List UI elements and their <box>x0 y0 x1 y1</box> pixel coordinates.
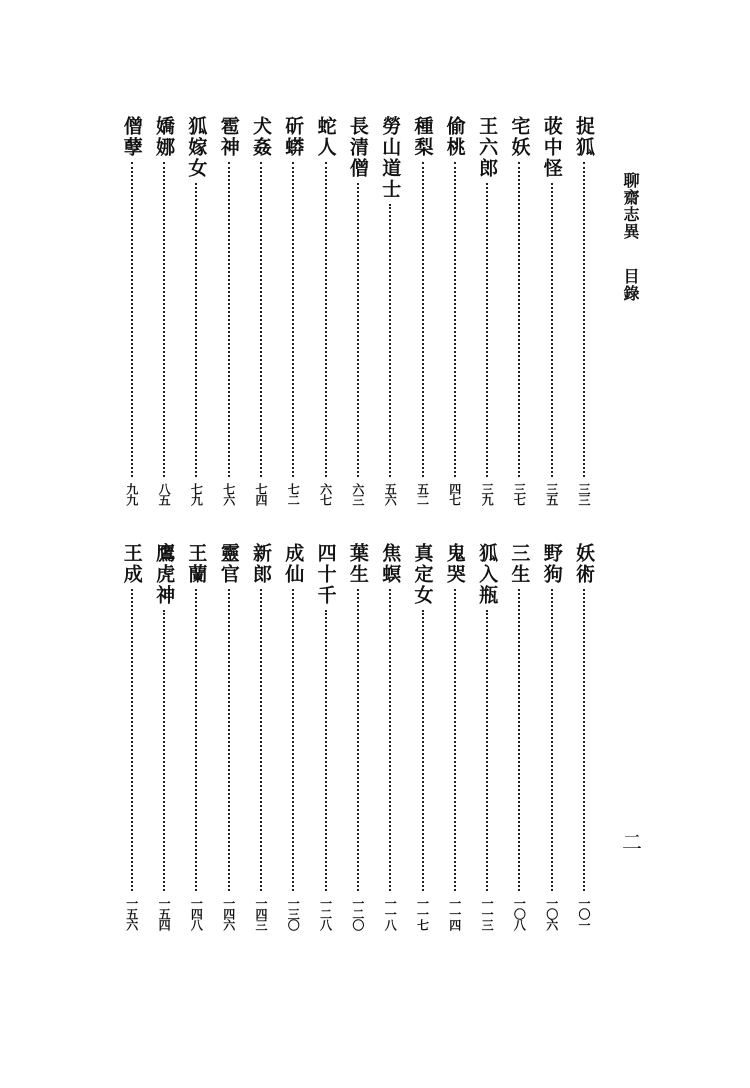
entry-page-number: 一二八 <box>318 897 333 930</box>
entry-title: 新郎 <box>250 543 272 585</box>
dot-leader <box>389 589 391 891</box>
dot-leader <box>228 589 230 891</box>
entry-page-number: 三七 <box>512 483 527 505</box>
entry-page-number: 七四 <box>254 483 268 505</box>
toc-entry <box>379 116 401 505</box>
entry-page-number: 三九 <box>480 483 495 505</box>
dot-leader <box>518 589 520 891</box>
dot-leader <box>260 589 262 891</box>
toc-entry <box>121 116 143 505</box>
dot-leader <box>357 183 359 477</box>
entry-page-number: 三三 <box>577 483 591 505</box>
dot-leader <box>422 162 424 477</box>
entry-title: 宅妖 <box>508 116 531 158</box>
entry-page-number: 七二 <box>286 483 301 505</box>
entry-title: 四十千 <box>314 543 337 606</box>
entry-page-number: 一一七 <box>415 897 430 930</box>
entry-title: 真定女 <box>411 543 434 606</box>
entry-page-number: 四七 <box>447 483 462 505</box>
dot-leader <box>325 610 327 891</box>
dot-leader <box>422 610 424 891</box>
toc-entry <box>379 543 401 930</box>
dot-leader <box>292 589 294 891</box>
toc-entry <box>347 543 369 930</box>
dot-leader <box>163 162 165 477</box>
entry-title: 勞山道士 <box>379 116 402 200</box>
toc-entry <box>153 116 175 505</box>
dot-leader <box>163 610 165 891</box>
toc-entry <box>250 543 272 930</box>
entry-page-number: 一〇一 <box>577 897 591 930</box>
entry-title: 狐入瓶 <box>476 543 499 606</box>
entry-title: 王六郎 <box>476 116 499 179</box>
toc-entry <box>541 543 563 930</box>
toc-entry <box>444 543 466 930</box>
toc-entry <box>185 116 207 505</box>
entry-title: 野狗 <box>540 543 563 585</box>
entry-page-number: 一四六 <box>221 897 236 930</box>
dot-leader <box>486 610 488 891</box>
entry-title: 焦螟 <box>379 543 402 585</box>
entry-page-number: 七九 <box>189 483 204 505</box>
entry-page-number: 一一三 <box>480 897 495 930</box>
dot-leader <box>389 204 391 477</box>
entry-page-number: 七六 <box>221 483 236 505</box>
entry-title: 僧孽 <box>120 116 143 158</box>
toc-entry <box>315 543 337 930</box>
toc-entry <box>444 116 466 505</box>
dot-leader <box>325 162 327 477</box>
dot-leader <box>551 589 553 891</box>
entry-page-number: 三五 <box>544 483 559 505</box>
dot-leader <box>292 162 294 477</box>
entry-title: 長清僧 <box>346 116 369 179</box>
toc-entry <box>476 116 498 505</box>
entry-page-number: 六三 <box>350 483 365 505</box>
dot-leader <box>131 162 133 477</box>
entry-title: 斫蟒 <box>282 116 305 158</box>
toc-entry <box>476 543 498 930</box>
entry-page-number: 一五六 <box>124 897 139 930</box>
entry-page-number: 一四八 <box>189 897 204 930</box>
entry-title: 妖術 <box>573 543 595 585</box>
dot-leader <box>583 589 585 891</box>
dot-leader <box>518 162 520 477</box>
toc-entry <box>282 116 304 505</box>
toc-entry <box>121 543 143 930</box>
toc-entry <box>508 116 530 505</box>
dot-leader <box>454 162 456 477</box>
toc-entry <box>573 116 595 505</box>
section-title: 目錄 <box>621 268 640 302</box>
toc-entry <box>218 543 240 930</box>
toc-entry <box>185 543 207 930</box>
dot-leader <box>486 183 488 477</box>
entry-title: 犬姦 <box>250 116 272 158</box>
entry-page-number: 一一八 <box>383 897 398 930</box>
entry-title: 嬌娜 <box>153 116 176 158</box>
entry-title: 王蘭 <box>185 543 208 585</box>
entry-title: 鷹虎神 <box>153 543 176 606</box>
entry-page-number: 一〇八 <box>512 897 527 930</box>
toc-entry <box>412 543 434 930</box>
entry-title: 王成 <box>120 543 143 585</box>
toc-entry <box>573 543 595 930</box>
toc-entry <box>153 543 175 930</box>
entry-title: 雹神 <box>217 116 240 158</box>
dot-leader <box>583 162 585 477</box>
entry-page-number: 九九 <box>124 483 139 505</box>
page-number: 二 <box>622 830 642 854</box>
entry-page-number: 一三〇 <box>286 897 301 930</box>
entry-title: 成仙 <box>282 543 305 585</box>
entry-title: 鬼哭 <box>443 543 466 585</box>
dot-leader <box>195 589 197 891</box>
toc-entry <box>315 116 337 505</box>
toc-entry <box>347 116 369 505</box>
entry-page-number: 五二 <box>415 483 430 505</box>
entry-page-number: 一一四 <box>447 897 462 930</box>
entry-page-number: 五六 <box>383 483 398 505</box>
entry-title: 狐嫁女 <box>185 116 208 179</box>
toc-entry <box>412 116 434 505</box>
entry-title: 捉狐 <box>573 116 595 158</box>
entry-page-number: 一二〇 <box>350 897 365 930</box>
dot-leader <box>551 183 553 477</box>
entry-title: 種梨 <box>411 116 434 158</box>
dot-leader <box>357 589 359 891</box>
entry-page-number: 六七 <box>318 483 333 505</box>
dot-leader <box>260 162 262 477</box>
toc-entry <box>282 543 304 930</box>
book-title: 聊齋志異 <box>621 172 640 240</box>
entry-page-number: 八五 <box>157 483 172 505</box>
toc-entry <box>508 543 530 930</box>
entry-title: 蛇人 <box>314 116 337 158</box>
entry-title: 偷桃 <box>443 116 466 158</box>
entry-title: 三生 <box>508 543 531 585</box>
entry-title: 荍中怪 <box>540 116 563 179</box>
toc-entry <box>541 116 563 505</box>
toc-entry <box>250 116 272 505</box>
entry-title: 葉生 <box>346 543 369 585</box>
dot-leader <box>195 183 197 477</box>
dot-leader <box>228 162 230 477</box>
dot-leader <box>131 589 133 891</box>
entry-title: 靈官 <box>217 543 240 585</box>
dot-leader <box>454 589 456 891</box>
toc-entry <box>218 116 240 505</box>
entry-page-number: 一〇六 <box>544 897 559 930</box>
entry-page-number: 一五四 <box>157 897 172 930</box>
entry-page-number: 一四三 <box>254 897 268 930</box>
